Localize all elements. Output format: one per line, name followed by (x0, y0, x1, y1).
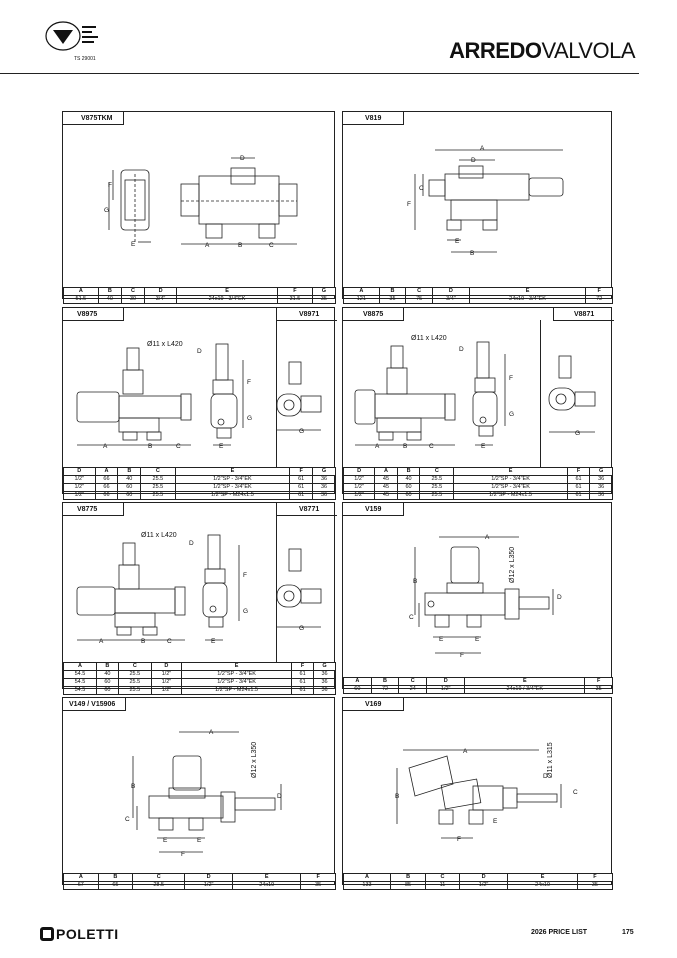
panel-title: V8975 (77, 311, 98, 318)
table-header-cell: D (64, 468, 96, 476)
table-row (64, 671, 336, 679)
table-header-cell: B (98, 874, 133, 882)
table-row (344, 686, 613, 694)
spec-table (63, 873, 336, 890)
table-cell: 1/2"SP - M24x1.5 (454, 492, 567, 500)
table-cell: 35 (301, 882, 336, 890)
table-row (64, 492, 336, 500)
table-cell: 1/2"SP - 3/4"EK (182, 671, 292, 679)
table-cell: 60 (344, 686, 372, 694)
table-cell: 60 (118, 492, 141, 500)
table-header-row (64, 874, 336, 882)
dim-label-g: G (104, 207, 110, 214)
spec-table (63, 467, 336, 500)
table-header-cell: F (585, 678, 613, 686)
table-cell: 35 (577, 882, 612, 890)
table-cell: 45 (375, 476, 398, 484)
table-cell: 1/2" (185, 882, 233, 890)
table-header-cell: A (95, 468, 118, 476)
brand-bold: ARREDO (449, 38, 542, 63)
pipe-note: Ø12 x L350 (509, 546, 516, 583)
table-header-cell: A (64, 663, 97, 671)
table-header-row (344, 874, 613, 882)
dim-label-g: G (247, 415, 253, 422)
table-header-cell: D (151, 663, 181, 671)
table-cell: 1/2"SP - 3/4"EK (454, 476, 567, 484)
table-cell: 61 (567, 492, 590, 500)
table-cell: 36 (313, 476, 336, 484)
brand-thin: VALVOLA (541, 38, 635, 63)
cert-text: TS 29001 (74, 56, 96, 62)
table-cell: 61 (290, 476, 313, 484)
table-cell: 25.5 (118, 679, 151, 687)
table-row (64, 296, 336, 304)
table-header-cell: D (344, 468, 375, 476)
table-header-row (344, 678, 613, 686)
table-cell: 36 (590, 476, 613, 484)
dim-label-e: E (211, 638, 216, 645)
table-cell: 40 (397, 476, 420, 484)
dim-label-g: G (243, 608, 249, 615)
table-cell: 25.5 (141, 476, 175, 484)
table-header-cell: E (465, 678, 585, 686)
table-cell: 1/2"SP - 3/4"EK (175, 476, 290, 484)
table-header-cell: A (344, 288, 380, 296)
pipe-note: Ø11 x L420 (411, 335, 447, 342)
dim-label-d: D (240, 155, 245, 162)
table-header-cell: F (292, 663, 314, 671)
table-cell: 121 (344, 296, 380, 304)
table-header-cell: B (397, 468, 420, 476)
valve-drawing (343, 112, 613, 300)
table-header-cell: B (379, 288, 406, 296)
table-cell: 1/2" (151, 671, 181, 679)
pipe-note: Ø11 x L420 (141, 532, 177, 539)
table-cell: 60 (397, 484, 420, 492)
table-cell: 60 (118, 484, 141, 492)
dim-label-e: E (163, 837, 168, 844)
table-cell: 24x19 - 3/4"EK (469, 296, 585, 304)
valve-drawing (343, 698, 613, 886)
dim-label-b: B (395, 793, 400, 800)
table-cell: 35 (585, 686, 613, 694)
table-row (344, 484, 613, 492)
dim-label-c: C (419, 185, 424, 192)
table-cell: 24x19 - 3/4"EK (177, 296, 278, 304)
dim-label-d: D (189, 540, 194, 547)
table-cell: 66 (95, 484, 118, 492)
table-header-cell: C (141, 468, 175, 476)
spec-table (343, 287, 613, 304)
valve-drawing (343, 503, 613, 690)
table-header-cell: D (427, 678, 465, 686)
table-cell: 67 (64, 882, 99, 890)
panel-subtitle: V8771 (299, 506, 320, 513)
dim-label-e: E (131, 241, 136, 248)
table-header-cell: G (590, 468, 613, 476)
dim-label-f: F (460, 652, 464, 659)
pipe-note: Ø11 x L315 (547, 742, 554, 778)
table-cell: 36 (313, 484, 336, 492)
table-cell: 75 (406, 296, 433, 304)
table-header-cell: C (121, 288, 144, 296)
table-cell: 36 (314, 679, 336, 687)
dim-label-c: C (167, 638, 172, 645)
dim-label-e: E (455, 238, 460, 245)
table-cell: 35 (312, 296, 335, 304)
table-header-cell: B (98, 288, 121, 296)
table-header-cell: E (175, 468, 290, 476)
dim-label-b: B (413, 578, 418, 585)
dim-label-f: F (407, 201, 411, 208)
panel-subtitle: V8971 (299, 311, 320, 318)
table-cell: 1/2"SP - 3/4"EK (182, 679, 292, 687)
dim-label-a: A (205, 242, 210, 249)
table-header-cell: B (118, 468, 141, 476)
dim-label-e: E (219, 443, 224, 450)
table-header-cell: D (432, 288, 469, 296)
table-cell: 35 (379, 296, 406, 304)
table-header-cell: C (118, 663, 151, 671)
panel-title: V169 (365, 701, 382, 708)
table-header-cell: F (301, 874, 336, 882)
table-header-cell: A (344, 678, 372, 686)
table-header-cell: A (375, 468, 398, 476)
table-cell: 36 (314, 687, 336, 695)
table-cell: 61 (290, 492, 313, 500)
table-cell: 24x19 (233, 882, 301, 890)
table-cell: 51.5 (64, 296, 99, 304)
dim-label-c: C (176, 443, 181, 450)
page-number: 175 (622, 929, 634, 936)
table-header-cell: A (344, 874, 391, 882)
table-header-row (64, 663, 336, 671)
table-cell: 1/2"SP - 3/4"EK (175, 484, 290, 492)
dim-label-g2: G (575, 430, 581, 437)
table-header-row (64, 288, 336, 296)
poletti-logo (40, 926, 119, 942)
table-cell: 60 (397, 492, 420, 500)
dim-label-a: A (375, 443, 380, 450)
dim-label-e: E (493, 818, 498, 825)
dim-label-f: F (181, 851, 185, 858)
dim-label-d: D (557, 594, 562, 601)
table-cell: 1/2" (64, 484, 96, 492)
panel-subtitle: V8871 (574, 311, 595, 318)
panel-title: V875TKM (81, 115, 113, 122)
dim-label-d: D (543, 773, 548, 780)
table-header-cell: B (96, 663, 118, 671)
dim-label-a: A (480, 145, 485, 152)
dim-label-b: B (403, 443, 408, 450)
panel-title: V149 / V15906 (69, 701, 116, 708)
table-header-cell: E (233, 874, 301, 882)
table-header-cell: G (312, 288, 335, 296)
table-header-cell: D (145, 288, 177, 296)
panel-v8875 (342, 307, 612, 498)
table-cell: 24x19 (508, 882, 577, 890)
panel-v159 (342, 502, 612, 692)
table-header-cell: C (426, 874, 460, 882)
table-header-cell: A (64, 288, 99, 296)
dim-label-g2: G (299, 625, 305, 632)
table-cell: 1/2" (64, 492, 96, 500)
table-cell: 40 (98, 296, 121, 304)
table-header-cell: D (185, 874, 233, 882)
table-header-cell: E (182, 663, 292, 671)
dim-label-d: D (471, 157, 476, 164)
table-cell: 25.5 (420, 484, 454, 492)
pipe-note: Ø11 x L420 (147, 341, 183, 348)
panel-v8975 (62, 307, 335, 498)
dim-label-f: F (457, 836, 461, 843)
table-cell: 1/2" (64, 476, 96, 484)
table-cell: 28.5 (133, 882, 185, 890)
table-cell: 30 (121, 296, 144, 304)
table-cell: 40 (118, 476, 141, 484)
table-cell: 61 (567, 484, 590, 492)
dim-label-g: G (509, 411, 515, 418)
table-header-cell: B (371, 678, 399, 686)
table-header-cell: B (390, 874, 425, 882)
table-cell: 36 (590, 484, 613, 492)
table-cell: 11 (426, 882, 460, 890)
table-cell: 36 (314, 671, 336, 679)
table-row (64, 679, 336, 687)
panel-title: V819 (365, 115, 382, 122)
table-cell: 1/2" (459, 882, 508, 890)
dim-label-a: A (103, 443, 108, 450)
logo-text: POLETTI (56, 926, 119, 942)
table-header-cell: A (64, 874, 99, 882)
panel-title: V159 (365, 506, 382, 513)
table-cell: 61 (292, 687, 314, 695)
table-cell: 72 (371, 686, 399, 694)
table-cell: 3/4" (432, 296, 469, 304)
spec-table (343, 677, 613, 694)
spec-table (343, 873, 613, 890)
dim-label-e2: E (197, 837, 202, 844)
table-cell: 54.5 (64, 679, 97, 687)
dim-label-b: B (141, 638, 146, 645)
dim-label-e: E (481, 443, 486, 450)
table-cell: 66 (95, 492, 118, 500)
logo-mark-icon (40, 927, 54, 941)
table-row (64, 882, 336, 890)
table-cell: 45 (375, 484, 398, 492)
table-cell: 1/2" (151, 679, 181, 687)
table-header-cell: F (577, 874, 612, 882)
table-header-cell: E (177, 288, 278, 296)
table-cell: 72 (586, 296, 613, 304)
table-row (344, 882, 613, 890)
dim-label-f: F (243, 572, 247, 579)
pipe-note: Ø12 x L350 (251, 741, 258, 778)
dim-label-a: A (99, 638, 104, 645)
dim-label-c: C (429, 443, 434, 450)
table-cell: 61 (567, 476, 590, 484)
spec-table (343, 467, 613, 500)
table-cell: 25.5 (420, 476, 454, 484)
dim-label-a: A (485, 534, 490, 541)
panel-title: V8775 (77, 506, 98, 513)
table-cell: 54.5 (64, 687, 97, 695)
panel-title: V8875 (363, 311, 384, 318)
dim-label-c: C (125, 816, 130, 823)
table-cell: 1/2" (344, 484, 375, 492)
valve-drawing (63, 112, 336, 300)
dim-label-d: D (459, 346, 464, 353)
dim-label-g2: G (299, 428, 305, 435)
dim-label-f: F (247, 379, 251, 386)
brand-title (449, 38, 635, 64)
dim-label-a: A (463, 748, 468, 755)
table-cell: 54.5 (64, 671, 97, 679)
table-cell: 40 (96, 671, 118, 679)
dim-label-b: B (470, 250, 475, 257)
table-cell: 25.5 (118, 671, 151, 679)
table-row (344, 492, 613, 500)
dim-label-c: C (269, 242, 274, 249)
table-header-cell: C (133, 874, 185, 882)
table-cell: 31.5 (278, 296, 313, 304)
spec-table (63, 662, 336, 695)
table-cell: 36 (590, 492, 613, 500)
table-cell: 1/2" (344, 492, 375, 500)
table-cell: 133 (344, 882, 391, 890)
table-cell: 25.5 (118, 687, 151, 695)
table-cell: 1/2"SP - 3/4"EK (454, 484, 567, 492)
panel-v169 (342, 697, 612, 888)
table-header-cell: D (459, 874, 508, 882)
table-cell: 61 (292, 671, 314, 679)
price-list-label: 2026 PRICE LIST (531, 929, 588, 936)
dim-label-e2: E (475, 636, 480, 643)
table-cell: 36 (313, 492, 336, 500)
table-cell: 85 (390, 882, 425, 890)
table-cell: 3/4" (145, 296, 177, 304)
table-cell: 25.5 (420, 492, 454, 500)
dim-label-e: E (439, 636, 444, 643)
table-row (64, 476, 336, 484)
table-cell: 60 (96, 679, 118, 687)
panel-v819 (342, 111, 612, 302)
dim-label-f: F (108, 182, 112, 189)
table-cell: 1/2" (427, 686, 465, 694)
table-cell: 60 (96, 687, 118, 695)
panel-v875tkm (62, 111, 335, 302)
table-cell: 65 (98, 882, 133, 890)
dim-label-f: F (509, 375, 513, 382)
table-cell: 1/2"SP - M24x1.5 (175, 492, 290, 500)
table-cell: 66 (95, 476, 118, 484)
table-header-cell: G (313, 468, 336, 476)
table-header-cell: F (278, 288, 313, 296)
dim-label-c: C (409, 614, 414, 621)
dim-label-b: B (238, 242, 243, 249)
table-header-cell: C (406, 288, 433, 296)
table-header-cell: G (314, 663, 336, 671)
dim-label-d: D (197, 348, 202, 355)
table-header-cell: E (508, 874, 577, 882)
table-header-cell: F (586, 288, 613, 296)
table-cell: 1/2" (151, 687, 181, 695)
dim-label-b: B (131, 783, 136, 790)
table-cell: 1/2" (344, 476, 375, 484)
table-row (344, 476, 613, 484)
table-row (64, 687, 336, 695)
table-cell: 45 (375, 492, 398, 500)
table-header-cell: F (290, 468, 313, 476)
table-header-cell: F (567, 468, 590, 476)
table-header-row (344, 468, 613, 476)
table-header-cell: E (469, 288, 585, 296)
table-cell: 24 (399, 686, 427, 694)
table-cell: 61 (290, 484, 313, 492)
table-cell: 1/2"SP - M24x1.5 (182, 687, 292, 695)
table-row (64, 484, 336, 492)
table-header-row (64, 468, 336, 476)
spec-table (63, 287, 336, 304)
dim-label-c: C (573, 789, 578, 796)
panel-v149 (62, 697, 335, 888)
dim-label-a: A (209, 729, 214, 736)
table-header-cell: C (420, 468, 454, 476)
table-cell: 61 (292, 679, 314, 687)
panel-v8775 (62, 502, 335, 693)
table-cell: 25.5 (141, 484, 175, 492)
header-divider (0, 73, 639, 74)
table-cell: 24x19 / 3/4"EK (465, 686, 585, 694)
certification-logo (44, 20, 114, 66)
dim-label-d: D (277, 793, 282, 800)
table-header-row (344, 288, 613, 296)
table-header-cell: E (454, 468, 567, 476)
table-row (344, 296, 613, 304)
valve-drawing (63, 698, 336, 886)
dim-label-b: B (148, 443, 153, 450)
table-cell: 25.5 (141, 492, 175, 500)
table-header-cell: C (399, 678, 427, 686)
